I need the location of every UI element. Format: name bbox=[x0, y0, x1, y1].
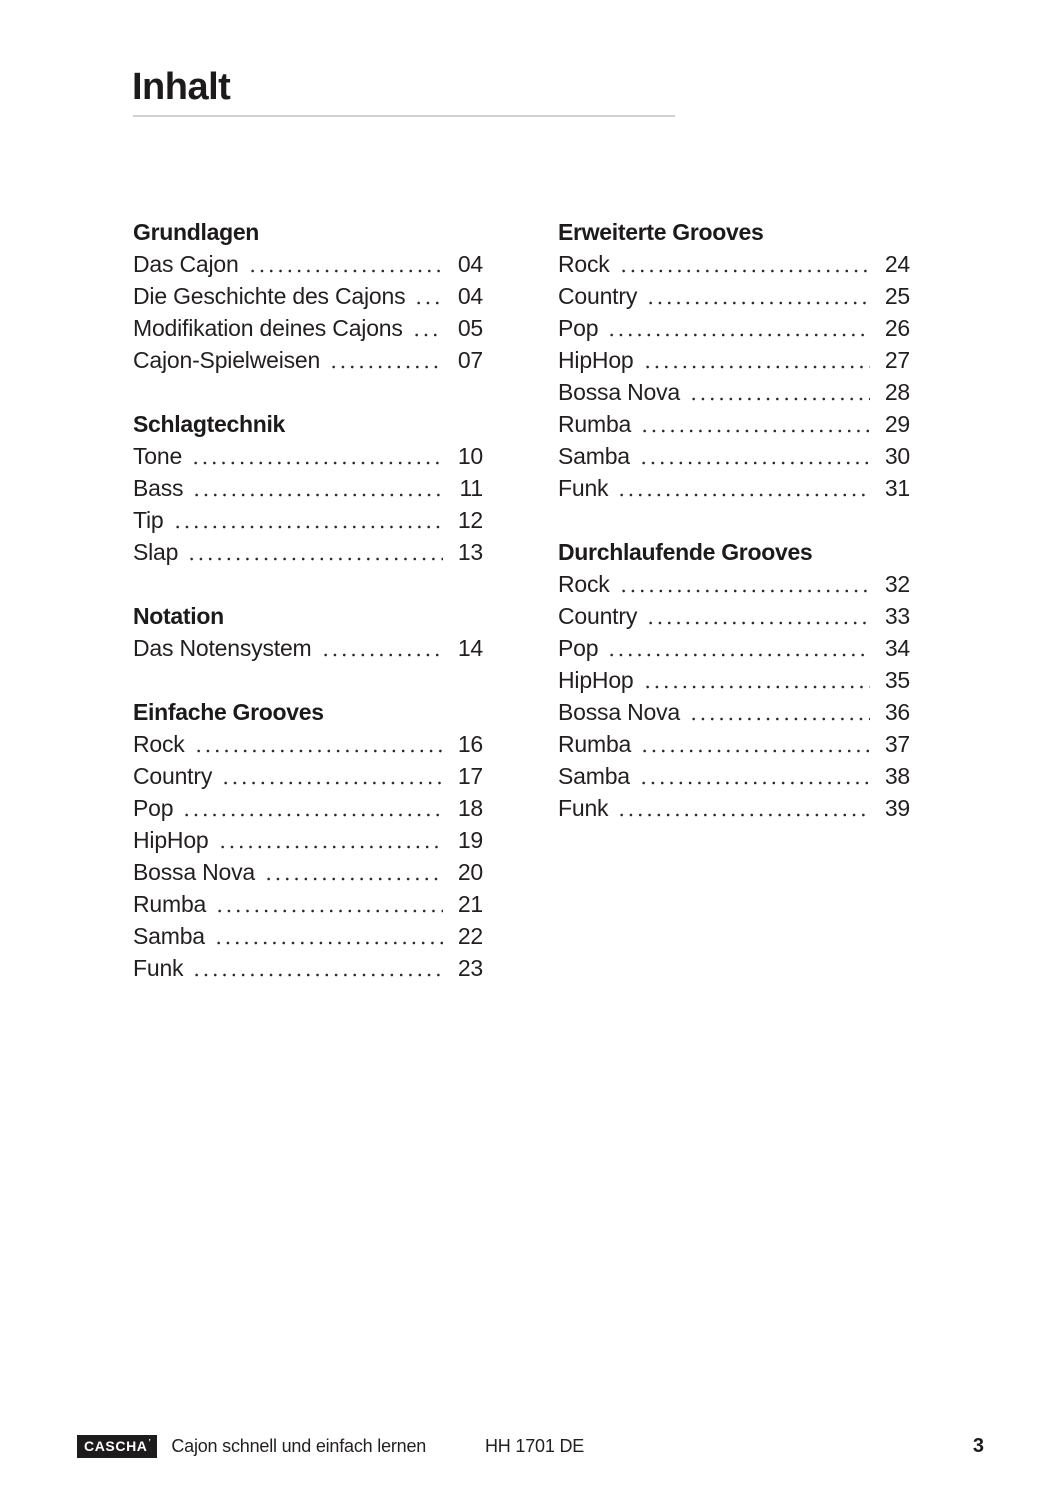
entry-label: Pop bbox=[133, 795, 174, 821]
toc-entry bbox=[558, 600, 910, 632]
entry-page-number: 37 bbox=[884, 731, 910, 757]
toc-entry bbox=[558, 312, 910, 344]
entry-page-number: 28 bbox=[884, 379, 910, 405]
entry-page-number: 05 bbox=[457, 315, 483, 341]
toc-column-right bbox=[558, 216, 910, 824]
toc-column-left bbox=[133, 216, 483, 984]
cascha-logo-trademark: ’ bbox=[148, 1437, 152, 1447]
dot-leader bbox=[643, 344, 870, 376]
dot-leader bbox=[215, 888, 443, 920]
dot-leader bbox=[639, 440, 870, 472]
cascha-logo bbox=[77, 1435, 157, 1458]
entry-label: Modifikation deines Cajons bbox=[133, 315, 403, 341]
toc-entry bbox=[558, 344, 910, 376]
dot-leader bbox=[412, 312, 443, 344]
entry-page-number: 27 bbox=[884, 347, 910, 373]
entry-page-number: 14 bbox=[457, 635, 483, 661]
toc-entry bbox=[133, 792, 483, 824]
dot-leader bbox=[607, 632, 870, 664]
section-heading: Schlagtechnik bbox=[133, 411, 286, 437]
entry-label: HipHop bbox=[558, 667, 634, 693]
dot-leader bbox=[194, 728, 443, 760]
toc-entry bbox=[558, 376, 910, 408]
entry-page-number: 12 bbox=[457, 507, 483, 533]
dot-leader bbox=[617, 792, 870, 824]
dot-leader bbox=[214, 920, 443, 952]
toc-entry bbox=[133, 472, 483, 504]
dot-leader bbox=[646, 600, 870, 632]
entry-label: Funk bbox=[558, 475, 609, 501]
footer-book-title: Cajon schnell und einfach lernen bbox=[171, 1435, 427, 1456]
footer-catalog-number: HH 1701 DE bbox=[485, 1435, 585, 1456]
toc-entry bbox=[133, 760, 483, 792]
entry-page-number: 34 bbox=[884, 635, 910, 661]
entry-page-number: 22 bbox=[457, 923, 483, 949]
entry-page-number: 31 bbox=[884, 475, 910, 501]
entry-page-number: 33 bbox=[884, 603, 910, 629]
toc-entry bbox=[133, 920, 483, 952]
entry-page-number: 20 bbox=[457, 859, 483, 885]
section-entries bbox=[558, 568, 910, 824]
dot-leader bbox=[192, 472, 443, 504]
section-heading: Einfache Grooves bbox=[133, 699, 324, 725]
entry-label: Samba bbox=[558, 763, 630, 789]
dot-leader bbox=[619, 248, 870, 280]
toc-entry bbox=[558, 568, 910, 600]
toc-section bbox=[133, 696, 483, 984]
entry-page-number: 36 bbox=[884, 699, 910, 725]
entry-label: Funk bbox=[558, 795, 609, 821]
dot-leader bbox=[640, 728, 870, 760]
entry-label: Rock bbox=[558, 571, 610, 597]
dot-leader bbox=[218, 824, 443, 856]
dot-leader bbox=[607, 312, 870, 344]
entry-label: Funk bbox=[133, 955, 184, 981]
entry-page-number: 18 bbox=[457, 795, 483, 821]
toc-section bbox=[558, 536, 910, 824]
page-footer bbox=[77, 1432, 984, 1460]
toc-section bbox=[133, 600, 483, 664]
entry-label: Das Notensystem bbox=[133, 635, 312, 661]
dot-leader bbox=[639, 760, 870, 792]
entry-label: Samba bbox=[558, 443, 630, 469]
dot-leader bbox=[329, 344, 443, 376]
entry-page-number: 04 bbox=[457, 251, 483, 277]
entry-label: HipHop bbox=[133, 827, 209, 853]
entry-label: Bass bbox=[133, 475, 184, 501]
section-heading: Durchlaufende Grooves bbox=[558, 539, 813, 565]
toc-entry bbox=[133, 248, 483, 280]
toc-entry bbox=[133, 632, 483, 664]
toc-entry bbox=[558, 728, 910, 760]
toc-section bbox=[133, 216, 483, 376]
entry-label: Pop bbox=[558, 315, 599, 341]
toc-entry bbox=[133, 536, 483, 568]
entry-label: Rumba bbox=[558, 731, 632, 757]
dot-leader bbox=[173, 504, 444, 536]
dot-leader bbox=[187, 536, 443, 568]
dot-leader bbox=[646, 280, 870, 312]
entry-label: Rumba bbox=[133, 891, 207, 917]
dot-leader bbox=[221, 760, 443, 792]
toc-entry bbox=[558, 664, 910, 696]
toc-entry bbox=[558, 248, 910, 280]
section-entries bbox=[133, 728, 483, 984]
cascha-logo-text: CASCHA bbox=[84, 1437, 148, 1454]
dot-leader bbox=[264, 856, 443, 888]
entry-label: Country bbox=[558, 283, 638, 309]
entry-page-number: 25 bbox=[884, 283, 910, 309]
section-heading: Grundlagen bbox=[133, 219, 260, 245]
entry-label: Samba bbox=[133, 923, 205, 949]
dot-leader bbox=[617, 472, 870, 504]
page-title: Inhalt bbox=[132, 66, 231, 108]
entry-label: Pop bbox=[558, 635, 599, 661]
entry-label: Bossa Nova bbox=[133, 859, 256, 885]
dot-leader bbox=[248, 248, 443, 280]
entry-label: Die Geschichte des Cajons bbox=[133, 283, 406, 309]
entry-label: Tip bbox=[133, 507, 164, 533]
toc-entry bbox=[558, 792, 910, 824]
toc-entry bbox=[133, 312, 483, 344]
entry-label: Country bbox=[133, 763, 213, 789]
entry-page-number: 30 bbox=[884, 443, 910, 469]
entry-page-number: 10 bbox=[457, 443, 483, 469]
entry-page-number: 11 bbox=[459, 475, 483, 501]
dot-leader bbox=[689, 696, 870, 728]
entry-label: Bossa Nova bbox=[558, 699, 681, 725]
entry-page-number: 13 bbox=[457, 539, 483, 565]
entry-page-number: 39 bbox=[884, 795, 910, 821]
toc-entry bbox=[558, 632, 910, 664]
entry-page-number: 21 bbox=[457, 891, 483, 917]
toc-entry bbox=[133, 824, 483, 856]
toc-entry bbox=[133, 728, 483, 760]
toc-entry bbox=[133, 856, 483, 888]
section-heading: Erweiterte Grooves bbox=[558, 219, 764, 245]
toc-entry bbox=[133, 280, 483, 312]
toc-entry bbox=[133, 888, 483, 920]
entry-page-number: 19 bbox=[457, 827, 483, 853]
section-entries bbox=[133, 632, 483, 664]
dot-leader bbox=[689, 376, 870, 408]
entry-label: Cajon-Spielweisen bbox=[133, 347, 321, 373]
toc-entry bbox=[133, 504, 483, 536]
entry-label: Rock bbox=[133, 731, 185, 757]
dot-leader bbox=[321, 632, 443, 664]
dot-leader bbox=[414, 280, 443, 312]
entry-page-number: 38 bbox=[884, 763, 910, 789]
dot-leader bbox=[191, 440, 443, 472]
entry-page-number: 17 bbox=[457, 763, 483, 789]
dot-leader bbox=[619, 568, 870, 600]
toc-entry bbox=[558, 760, 910, 792]
dot-leader bbox=[640, 408, 870, 440]
entry-page-number: 32 bbox=[884, 571, 910, 597]
toc-entry bbox=[133, 344, 483, 376]
entry-label: Country bbox=[558, 603, 638, 629]
entry-page-number: 16 bbox=[457, 731, 483, 757]
entry-label: HipHop bbox=[558, 347, 634, 373]
toc-entry bbox=[558, 472, 910, 504]
entry-page-number: 29 bbox=[884, 411, 910, 437]
entry-label: Slap bbox=[133, 539, 179, 565]
entry-label: Tone bbox=[133, 443, 183, 469]
section-entries bbox=[558, 248, 910, 504]
entry-label: Bossa Nova bbox=[558, 379, 681, 405]
toc-entry bbox=[133, 440, 483, 472]
toc-entry bbox=[133, 952, 483, 984]
toc-entry bbox=[558, 280, 910, 312]
entry-page-number: 24 bbox=[884, 251, 910, 277]
toc-entry bbox=[558, 408, 910, 440]
footer-page-number: 3 bbox=[972, 1434, 984, 1457]
dot-leader bbox=[182, 792, 443, 824]
entry-label: Rumba bbox=[558, 411, 632, 437]
section-entries bbox=[133, 440, 483, 568]
title-divider bbox=[133, 115, 675, 117]
toc-section bbox=[133, 408, 483, 568]
entry-page-number: 04 bbox=[457, 283, 483, 309]
entry-page-number: 07 bbox=[457, 347, 483, 373]
toc-entry bbox=[558, 440, 910, 472]
entry-label: Rock bbox=[558, 251, 610, 277]
toc-section bbox=[558, 216, 910, 504]
entry-page-number: 23 bbox=[457, 955, 483, 981]
entry-label: Das Cajon bbox=[133, 251, 239, 277]
entry-page-number: 35 bbox=[884, 667, 910, 693]
toc-entry bbox=[558, 696, 910, 728]
dot-leader bbox=[643, 664, 870, 696]
dot-leader bbox=[192, 952, 443, 984]
entry-page-number: 26 bbox=[884, 315, 910, 341]
section-heading: Notation bbox=[133, 603, 224, 629]
section-entries bbox=[133, 248, 483, 376]
